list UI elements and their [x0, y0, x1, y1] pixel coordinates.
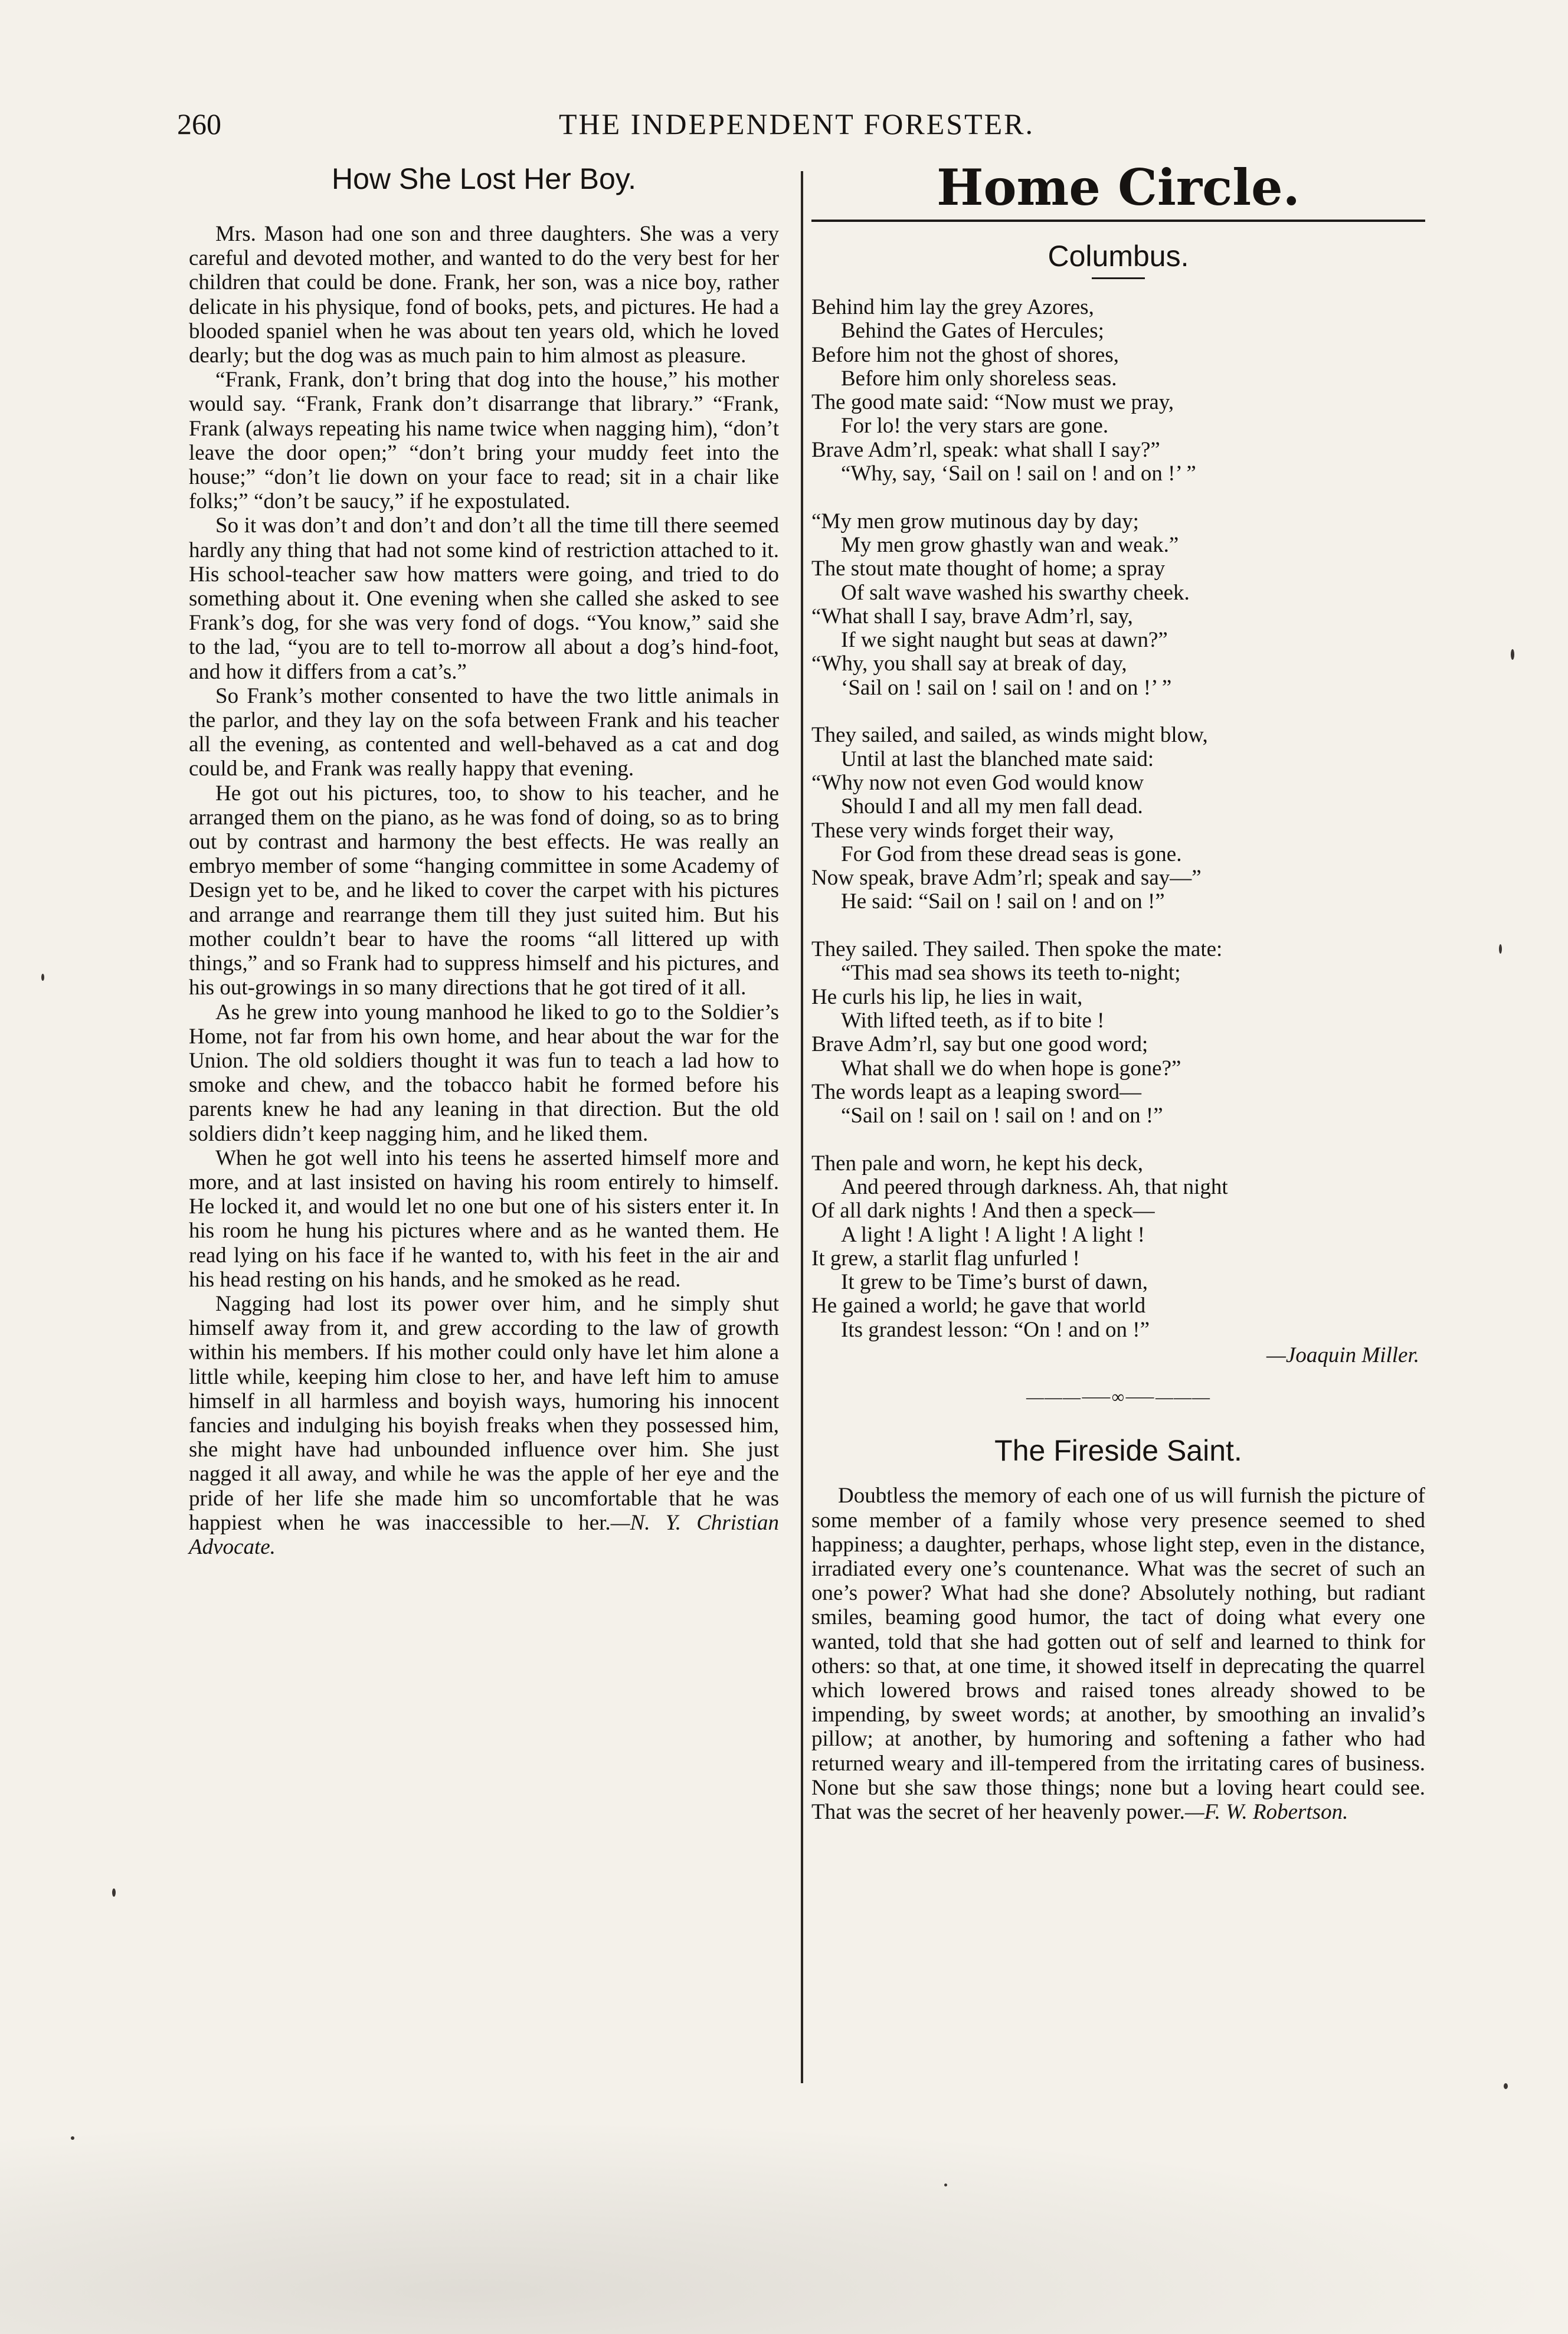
poem-line: They sailed. They sailed. Then spoke the mate:: [811, 937, 1223, 962]
poem-stanza: [811, 724, 1425, 914]
poem-line: “Why, you shall say at break of day,: [811, 652, 1127, 676]
paper-speck: [112, 1888, 116, 1897]
poem-stanza: [811, 510, 1425, 700]
article-paragraph-text: Nagging had lost its power over him, and he simply shut himself away from it, and grew according to the law of growth within his members. If his mother could only have let him alone a little while, keeping him close to her, and have left him to amuse himself in all harmless and boyish ways, humoring his innocent fancies and indulging his boyish freaks when they possessed him, she might have had unbounded influence over him. She just nagged it all away, and while he was the apple of her eye and the pride of her life she made him so uncomfortable that he was happiest when he was inaccessible to her.: [189, 1291, 779, 1535]
paper-stain: [0, 2119, 1568, 2334]
poem-line: Before him only shoreless seas.: [841, 366, 1117, 391]
article-paragraph: “Frank, Frank, don’t bring that dog into the house,” his mother would say. “Frank, Frank don’t disarrange that library.” “Frank, Frank (always repeating his name twice when nagging him), “don’t leave the door open;” “don’t bring your muddy feet into the house;” “don’t lie down on your face to read; sit in a chair like folks;” “don’t be saucy,” if he expostulated.: [189, 368, 779, 514]
poem-line: The stout mate thought of home; a spray: [811, 557, 1166, 581]
poem-line: It grew, a starlit flag unfurled !: [811, 1246, 1080, 1271]
poem-line: “Sail on ! sail on ! sail on ! and on !”: [841, 1104, 1163, 1128]
ornament-divider: ———⸺∞⸺———: [1026, 1387, 1210, 1407]
paper-speck: [944, 2184, 947, 2186]
right-column: [811, 159, 1425, 1824]
article-paragraph: So Frank’s mother consented to have the two little animals in the parlor, and they lay on the sofa between Frank and his teacher all the evening, as contented and well-behaved as a cat and dog could be, and Frank was really happy that evening.: [189, 683, 779, 781]
poem-line: Behind the Gates of Hercules;: [841, 319, 1104, 343]
column-divider: [801, 171, 803, 2083]
paper-speck: [1504, 2083, 1508, 2089]
poem-line: A light ! A light ! A light ! A light !: [841, 1222, 1145, 1247]
article-paragraph: When he got well into his teens he asserted himself more and more, and at last insisted on having his room entirely to himself. He locked it, and would let no one but one of his sisters enter it. In his room he hung his pictures where and as he wanted them. He read lying on his face if he wanted to, with his feet in the air and his head resting on his hands, and he smoked as he read.: [189, 1145, 779, 1292]
poem-line: He gained a world; he gave that world: [811, 1294, 1146, 1318]
poem-line: “Why, say, ‘Sail on ! sail on ! and on !’ ”: [841, 461, 1196, 486]
article-paragraph: So it was don’t and don’t and don’t all the time till there seemed hardly any thing that had not some kind of restriction attached to it. His school-teacher saw how matters were going, and tried to do something about it. One evening when she called she asked to see Frank’s dog, for she was very fond of dogs. “You know,” said she to the lad, “you are to tell to-morrow all about a dog’s hind-foot, and how it differs from a cat’s.”: [189, 513, 779, 684]
poem-line: Of all dark nights ! And then a speck—: [811, 1199, 1155, 1223]
paper-speck: [71, 2136, 74, 2140]
article-paragraph-last: [189, 1292, 779, 1559]
poem-line: Now speak, brave Adm’rl; speak and say—”: [811, 866, 1202, 891]
paper-speck: [41, 974, 44, 981]
poem-stanza: [811, 296, 1425, 486]
poem-line: For God from these dread seas is gone.: [841, 842, 1182, 866]
poem-line: With lifted teeth, as if to bite !: [841, 1008, 1105, 1033]
left-column: [189, 159, 779, 1559]
poem-line: Its grandest lesson: “On ! and on !”: [841, 1317, 1150, 1342]
fireside-text: Doubtless the memory of each one of us will furnish the picture of some member of a family whose very presence seemed to shed happiness; a daughter, perhaps, whose light step, even in the distance, irradiated every one’s countenance. What was the secret of such an one’s power? What had she done? Absolutely nothing, but radiant smiles, beaming good humor, the tact of doing what every one wanted, told that she had gotten out of self and learned to think for others: so that, at one time, it showed itself in deprecating the quarrel which lowered brows and raised tones already showed to be impending, by sweet words; at another, by smoothing an invalid’s pillow; at another, by humoring and softening a father who had returned weary and ill-tempered from the irritating cares of business. None but she saw those things; none but a loving heart could see. That was the secret of her heavenly power.: [811, 1484, 1425, 1824]
article-source: —N. Y. Christian Advocate.: [189, 1510, 780, 1559]
fireside-source: —F. W. Robertson.: [1184, 1800, 1348, 1824]
paper-speck: [1499, 944, 1502, 954]
poem-line: If we sight naught but seas at dawn?”: [841, 628, 1168, 653]
poem-line: Of salt wave washed his swarthy cheek.: [841, 580, 1190, 605]
poem-line: ‘Sail on ! sail on ! sail on ! and on !’ ”: [841, 675, 1172, 700]
title-rule: [1092, 277, 1145, 279]
poem-line: “This mad sea shows its teeth to-night;: [841, 961, 1181, 986]
fireside-title: The Fireside Saint.: [994, 1434, 1242, 1468]
poem-line: He said: “Sail on ! sail on ! and on !”: [841, 889, 1165, 914]
fireside-body: [811, 1484, 1425, 1824]
journal-title: THE INDEPENDENT FORESTER.: [558, 107, 1035, 140]
poem-line: They sailed, and sailed, as winds might blow,: [811, 723, 1208, 748]
poem-line: What shall we do when hope is gone?”: [841, 1056, 1181, 1081]
poem-line: “What shall I say, brave Adm’rl, say,: [811, 604, 1133, 628]
poem-line: Brave Adm’rl, say but one good word;: [811, 1032, 1148, 1057]
poem-line: Behind him lay the grey Azores,: [811, 295, 1094, 319]
poem: [811, 296, 1425, 1368]
poem-line: Until at last the blanched mate said:: [841, 747, 1154, 771]
section-header: Home Circle.: [937, 158, 1300, 217]
poem-line: These very winds forget their way,: [811, 818, 1114, 843]
article-paragraph: Mrs. Mason had one son and three daughters. She was a very careful and devoted mother, and wanted to do the very best for her children that could be done. Frank, her son, was a nice boy, rather delicate in his physique, fond of books, pets, and pictures. He had a blooded spaniel when he was about ten years old, which he loved dearly; but the dog was as much pain to him almost as pleasure.: [189, 222, 779, 368]
poem-line: Before him not the ghost of shores,: [811, 342, 1119, 367]
running-head: [177, 103, 1416, 145]
poem-line: “My men grow mutinous day by day;: [811, 509, 1139, 533]
paper-speck: [1511, 649, 1514, 660]
poem-line: Brave Adm’rl, speak: what shall I say?”: [811, 437, 1160, 462]
poem-attribution: —Joaquin Miller.: [1266, 1343, 1419, 1368]
poem-stanza: [811, 938, 1425, 1128]
article-body: [189, 222, 779, 1559]
fireside-paragraph: [811, 1484, 1425, 1824]
article-paragraph: He got out his pictures, too, to show to his teacher, and he arranged them on the piano, as he was fond of doing, so as to bring out by contrast and harmony the best effects. He was really an embryo member of some “hanging committee in some Academy of Design yet to be, and he liked to cover the carpet with his pictures and arrange and rearrange them till they just suited him. But his mother couldn’t bear to have the rooms “all littered up with things,” and so Frank had to suppress himself and his pictures, and his out-growings in so many directions that he got tired of it all.: [189, 781, 779, 1000]
poem-line: My men grow ghastly wan and weak.”: [841, 532, 1179, 557]
page-number: 260: [177, 107, 221, 140]
article-paragraph: As he grew into young manhood he liked to go to the Soldier’s Home, not far from his own home, and hear about the war for the Union. The old soldiers thought it was fun to teach a lad how to smoke and chew, and the tobacco habit he formed before his parents knew he had any leaning in that direction. But the old soldiers didn’t keep nagging him, and he liked them.: [189, 1000, 779, 1146]
poem-line: Should I and all my men fall dead.: [841, 794, 1143, 819]
poem-line: The good mate said: “Now must we pray,: [811, 390, 1174, 415]
section-rule: [811, 220, 1425, 222]
poem-stanza: [811, 1152, 1425, 1342]
poem-line: Then pale and worn, he kept his deck,: [811, 1151, 1144, 1176]
article-title: How She Lost Her Boy.: [332, 162, 636, 195]
poem-line: For lo! the very stars are gone.: [841, 414, 1109, 438]
poem-title: Columbus.: [1047, 240, 1189, 273]
poem-line: It grew to be Time’s burst of dawn,: [841, 1270, 1148, 1295]
poem-line: He curls his lip, he lies in wait,: [811, 984, 1083, 1009]
poem-line: “Why now not even God would know: [811, 770, 1144, 795]
poem-line: The words leapt as a leaping sword—: [811, 1079, 1141, 1104]
poem-line: And peered through darkness. Ah, that night: [841, 1174, 1228, 1199]
